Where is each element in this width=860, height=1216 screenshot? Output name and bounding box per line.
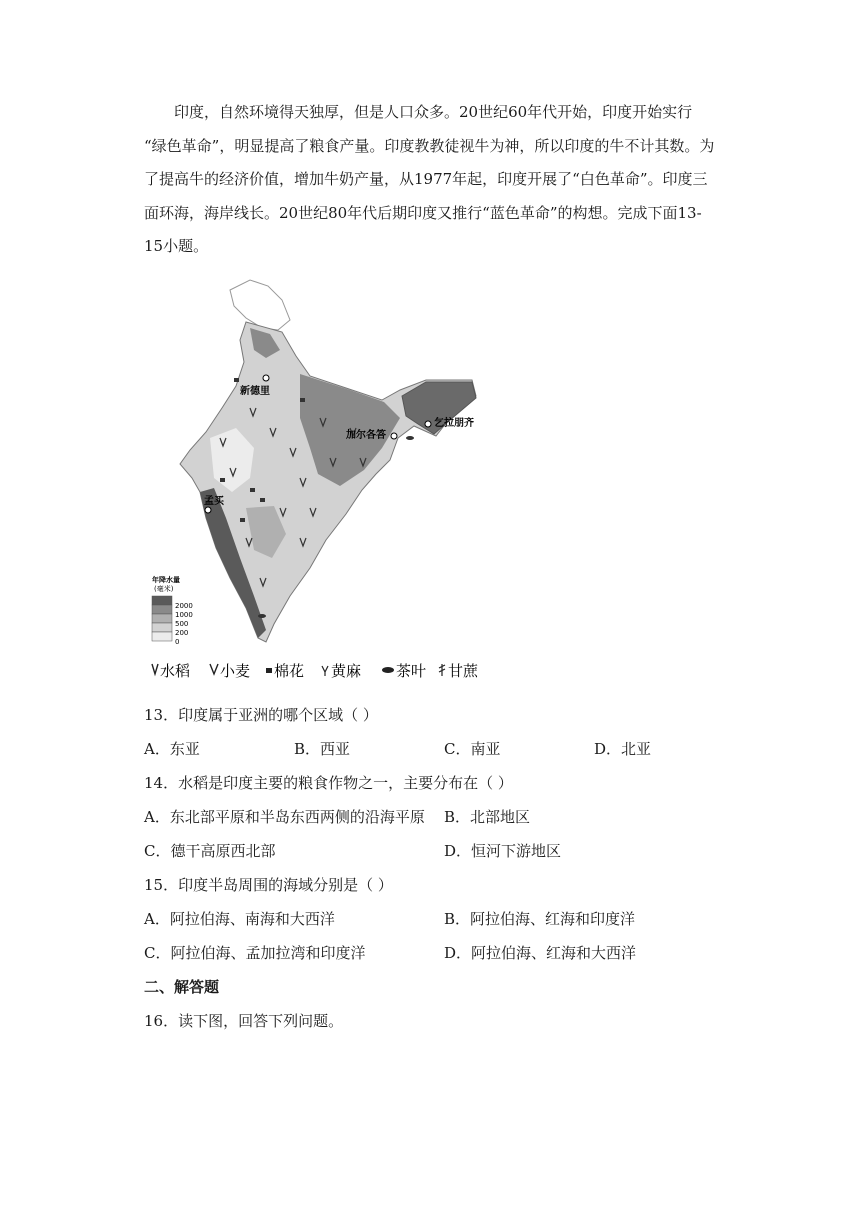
precip-level-500: 500 bbox=[175, 620, 189, 628]
question-14-stem: 14．水稻是印度主要的粮食作物之一，主要分布在（ ） bbox=[144, 774, 513, 792]
q14-option-d[interactable]: D．恒河下游地区 bbox=[444, 842, 562, 860]
city-label-new-delhi: 新德里 bbox=[240, 386, 270, 397]
precip-level-200: 200 bbox=[175, 629, 189, 637]
crop-legend-sugarcane: 甘蔗 bbox=[448, 662, 479, 680]
crop-legend-tea: 茶叶 bbox=[396, 662, 427, 680]
jute-icon bbox=[322, 666, 328, 676]
q15-option-a[interactable]: A．阿拉伯海、南海和大西洋 bbox=[144, 910, 335, 928]
precip-level-2000: 2000 bbox=[175, 602, 193, 610]
question-13-stem: 13．印度属于亚洲的哪个区域（ ） bbox=[144, 706, 378, 724]
q14-option-c[interactable]: C．德干高原西北部 bbox=[144, 842, 276, 860]
city-label-mumbai: 孟买 bbox=[204, 496, 224, 507]
q14-option-b[interactable]: B．北部地区 bbox=[444, 808, 531, 826]
rice-icon bbox=[152, 664, 158, 674]
q13-option-c[interactable]: C．南亚 bbox=[444, 740, 501, 758]
crop-legend-jute: 黄麻 bbox=[331, 662, 362, 680]
crop-legend-rice: 水稻 bbox=[160, 662, 191, 680]
wheat-icon bbox=[210, 664, 218, 674]
crop-legend bbox=[152, 662, 479, 680]
q15-option-c[interactable]: C．阿拉伯海、孟加拉湾和印度洋 bbox=[144, 944, 366, 962]
precip-legend-title: 年降水量 bbox=[152, 576, 180, 584]
tea-icon bbox=[382, 667, 394, 673]
q13-option-d[interactable]: D．北亚 bbox=[594, 740, 652, 758]
india-precipitation-map bbox=[150, 278, 490, 683]
crop-legend-wheat: 小麦 bbox=[220, 662, 251, 680]
section-heading-answer: 二、解答题 bbox=[144, 978, 220, 996]
cotton-icon bbox=[266, 668, 272, 673]
precip-level-0: 0 bbox=[175, 638, 180, 646]
precip-legend-unit: (毫米) bbox=[154, 585, 174, 593]
precip-level-1000: 1000 bbox=[175, 611, 193, 619]
precip-legend bbox=[152, 575, 193, 646]
city-label-kolkata: 加尔各答 bbox=[346, 430, 386, 441]
sugarcane-icon bbox=[439, 664, 445, 676]
city-label-cherrapunji: 乞拉朋齐 bbox=[434, 418, 474, 429]
intro-passage bbox=[144, 96, 719, 264]
q13-option-a[interactable]: A．东亚 bbox=[144, 740, 200, 758]
q15-option-b[interactable]: B．阿拉伯海、红海和印度洋 bbox=[444, 910, 636, 928]
q14-option-a[interactable]: A．东北部平原和半岛东西两侧的沿海平原 bbox=[144, 808, 425, 826]
q15-option-d[interactable]: D．阿拉伯海、红海和大西洋 bbox=[444, 944, 637, 962]
passage-text: 印度，自然环境得天独厚，但是人口众多。20世纪60年代开始，印度开始实行 “绿色革命”，明显提高了粮食产量。印度教教徒视牛为神，所以印度的牛不计其数。为了提高牛的经济价值，增加牛奶产量，从1977年起，印度开展了“白色革命”。印度三面环海，海岸线长。20世纪80年代后期印度又推行“蓝色革命”的构想。完成下面13-15小题。 bbox=[144, 103, 715, 255]
question-16-stem: 16．读下图，回答下列问题。 bbox=[144, 1012, 344, 1030]
q13-option-b[interactable]: B．西亚 bbox=[294, 740, 351, 758]
question-15-stem: 15．印度半岛周围的海域分别是（ ） bbox=[144, 876, 393, 894]
crop-legend-cotton: 棉花 bbox=[274, 662, 305, 680]
